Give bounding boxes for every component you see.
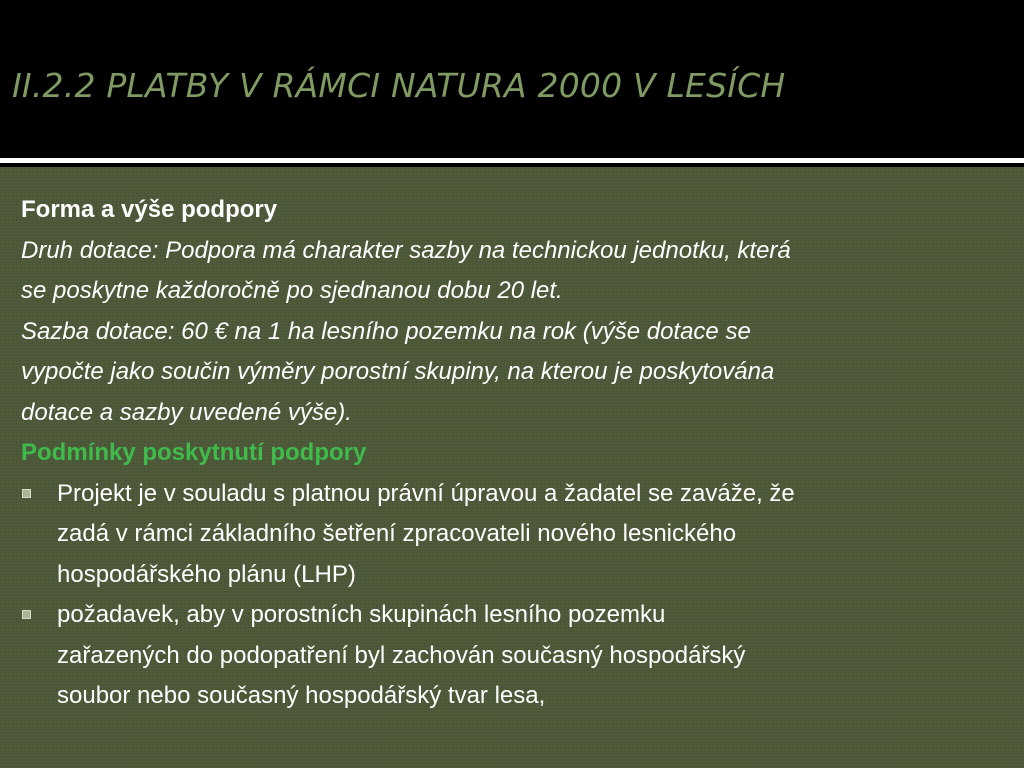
text-line: se poskytne každoročně po sjednanou dobu 20 let. xyxy=(21,277,563,304)
body-text xyxy=(21,190,1011,717)
list-item-line: hospodářského plánu (LHP) xyxy=(57,560,356,588)
content-area xyxy=(0,167,1024,768)
list-item-line: požadavek, aby v porostních skupinách lesního pozemku xyxy=(57,601,666,628)
text-line: vypočte jako součin výměry porostní skupiny, na kterou je poskytována xyxy=(21,358,775,385)
section-heading-conditions: Podmínky poskytnutí podpory xyxy=(21,439,367,466)
text-line: Druh dotace: Podpora má charakter sazby na technickou jednotku, která xyxy=(21,236,791,264)
square-bullet-icon xyxy=(22,610,31,619)
list-item-line: soubor nebo současný hospodářský tvar lesa, xyxy=(57,682,546,709)
list-item-line: Projekt je v souladu s platnou právní úpravou a žadatel se zaváže, že xyxy=(57,479,795,507)
title-band xyxy=(0,0,1024,158)
list-item-line: zařazených do podopatření byl zachován současný hospodářský xyxy=(57,641,746,669)
slide-title: II.2.2 PLATBY V RÁMCI NATURA 2000 V LESÍCH xyxy=(12,66,786,105)
title-divider xyxy=(0,158,1024,163)
list-item xyxy=(21,595,1011,717)
text-line: Sazba dotace: 60 € na 1 ha lesního pozemku na rok (výše dotace se xyxy=(21,317,751,345)
conditions-list xyxy=(21,474,1011,717)
square-bullet-icon xyxy=(22,489,31,498)
list-item-line: zadá v rámci základního šetření zpracovateli nového lesnického xyxy=(57,520,737,547)
text-line: dotace a sazby uvedené výše). xyxy=(21,398,352,426)
section-heading-form: Forma a výše podpory xyxy=(21,196,278,223)
list-item xyxy=(21,474,1011,596)
